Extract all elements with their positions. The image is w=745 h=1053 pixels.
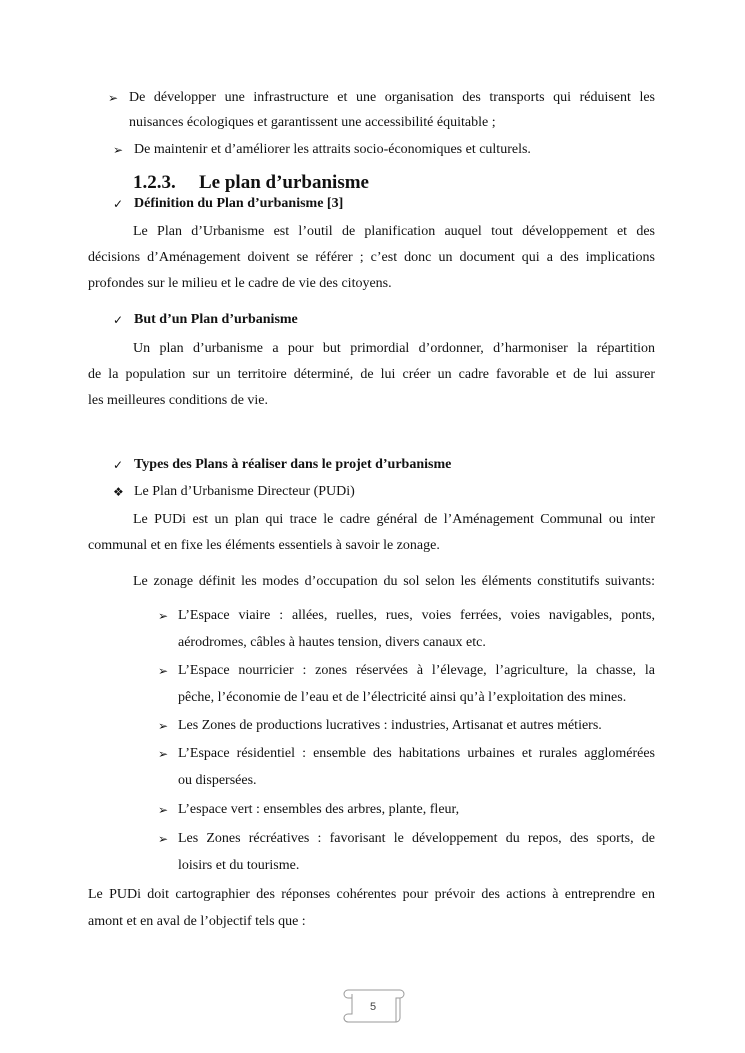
paragraph-line: Le PUDi doit cartographier des réponses cohérentes pour prévoir des actions à entreprendre en — [88, 887, 655, 902]
paragraph-line: profondes sur le milieu et le cadre de vie des citoyens. — [88, 276, 392, 291]
section-title: Le plan d’urbanisme — [199, 172, 369, 193]
paragraph-line: Le PUDi est un plan qui trace le cadre général de l’Aménagement Communal ou inter — [133, 512, 655, 527]
paragraph-line: décisions d’Aménagement doivent se référer ; c’est donc un document qui a des implications — [88, 250, 655, 265]
zone-item: pêche, l’économie de l’eau et de l’électricité ainsi qu’à l’exploitation des mines. — [178, 690, 627, 705]
zone-item: L’Espace résidentiel : ensemble des habitations urbaines et rurales agglomérées — [178, 746, 655, 761]
zone-item: L’espace vert : ensembles des arbres, plante, fleur, — [178, 802, 460, 817]
zone-item: ou dispersées. — [178, 773, 257, 788]
bullet-marker: ➢ — [108, 91, 119, 105]
bullet-marker: ➢ — [158, 719, 169, 733]
paragraph-line: les meilleures conditions de vie. — [88, 393, 269, 408]
bullet-text: nuisances écologiques et garantissent une accessibilité équitable ; — [129, 115, 496, 130]
check-marker: ✓ — [113, 197, 124, 211]
subheading-definition: Définition du Plan d’urbanisme [3] — [134, 196, 344, 211]
paragraph-line: de la population sur un territoire déterminé, de lui créer un cadre favorable et de lui assurer — [88, 367, 655, 382]
subheading-goal: But d’un Plan d’urbanisme — [134, 312, 298, 327]
bullet-marker: ➢ — [158, 609, 169, 623]
zone-item: loisirs et du tourisme. — [178, 858, 300, 873]
subheading-types: Types des Plans à réaliser dans le projet d’urbanisme — [134, 457, 452, 472]
check-marker: ✓ — [113, 313, 124, 327]
zone-item: L’Espace nourricier : zones réservées à l’élevage, l’agriculture, la chasse, la — [178, 663, 655, 678]
page-number: 5 — [369, 1001, 377, 1013]
paragraph-line: amont et en aval de l’objectif tels que : — [88, 914, 306, 929]
bullet-marker: ➢ — [158, 747, 169, 761]
bullet-text: De développer une infrastructure et une organisation des transports qui réduisent les — [129, 90, 655, 105]
bullet-marker: ➢ — [158, 803, 169, 817]
bullet-marker: ➢ — [113, 143, 124, 157]
subheading-pudi: Le Plan d’Urbanisme Directeur (PUDi) — [134, 484, 355, 499]
zone-item: L’Espace viaire : allées, ruelles, rues, voies ferrées, voies navigables, ponts, — [178, 608, 655, 623]
section-number: 1.2.3. — [133, 172, 176, 193]
zonage-intro: Le zonage définit les modes d’occupation du sol selon les éléments constitutifs suivants: — [133, 574, 655, 589]
paragraph-line: Le Plan d’Urbanisme est l’outil de planification auquel tout développement et des — [133, 224, 655, 239]
paragraph-line: communal et en fixe les éléments essentiels à savoir le zonage. — [88, 538, 440, 553]
section-heading — [133, 172, 369, 194]
zone-item: Les Zones de productions lucratives : industries, Artisanat et autres métiers. — [178, 718, 602, 733]
bullet-text: De maintenir et d’améliorer les attraits socio-économiques et culturels. — [134, 142, 531, 157]
paragraph-line: Un plan d’urbanisme a pour but primordial d’ordonner, d’harmoniser la répartition — [133, 341, 655, 356]
diamond-marker: ❖ — [113, 485, 124, 499]
zone-item: Les Zones récréatives : favorisant le développement du repos, des sports, de — [178, 831, 655, 846]
check-marker: ✓ — [113, 458, 124, 472]
zone-item: aérodromes, câbles à hautes tension, divers canaux etc. — [178, 635, 486, 650]
page-number-scroll — [338, 982, 408, 1036]
bullet-marker: ➢ — [158, 664, 169, 678]
bullet-marker: ➢ — [158, 832, 169, 846]
